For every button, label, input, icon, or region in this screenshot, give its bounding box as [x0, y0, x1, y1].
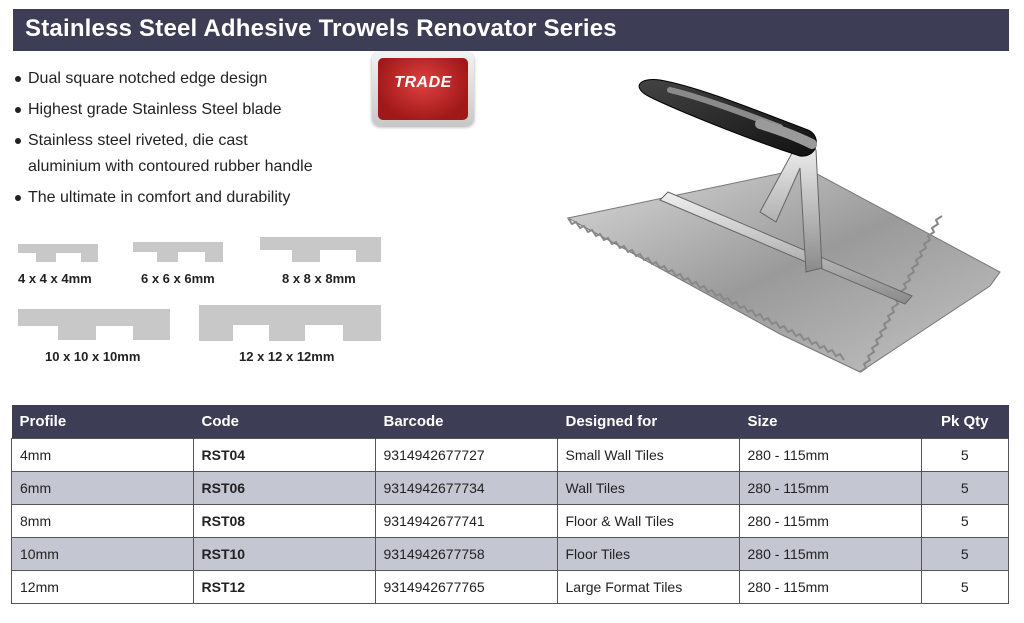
profile-label: 10 x 10 x 10mm [45, 349, 141, 364]
cell-pk-qty: 5 [921, 538, 1009, 571]
column-header-profile: Profile [12, 405, 194, 439]
table-row [12, 439, 1009, 472]
table-row [12, 505, 1009, 538]
cell-code: RST12 [193, 571, 375, 604]
feature-text: Stainless steel riveted, die cast aluminium with contoured rubber handle [28, 132, 313, 175]
cell-profile: 10mm [12, 538, 194, 571]
cell-designed-for: Floor Tiles [557, 538, 739, 571]
product-spec-table [11, 405, 1009, 604]
notch-profile-4mm-shape [18, 244, 98, 262]
table-header-row [12, 405, 1009, 439]
column-header-size: Size [739, 405, 921, 439]
page-title: Stainless Steel Adhesive Trowels Renovator Series [25, 15, 617, 42]
notch-profile-6mm [133, 242, 223, 286]
notch-profile-6mm-shape [133, 242, 223, 262]
feature-item [14, 185, 344, 211]
feature-text: Highest grade Stainless Steel blade [28, 101, 282, 118]
profile-label: 6 x 6 x 6mm [141, 271, 215, 286]
column-header-designed-for: Designed for [557, 405, 739, 439]
trowel-product-image [560, 72, 1020, 382]
trade-badge [372, 52, 474, 126]
cell-designed-for: Small Wall Tiles [557, 439, 739, 472]
cell-barcode: 9314942677758 [375, 538, 557, 571]
cell-size: 280 - 115mm [739, 538, 921, 571]
notch-profile-12mm-shape [199, 305, 381, 341]
cell-code: RST10 [193, 538, 375, 571]
trade-badge-label: TRADE [394, 74, 452, 91]
cell-designed-for: Large Format Tiles [557, 571, 739, 604]
cell-code: RST06 [193, 472, 375, 505]
table-row [12, 538, 1009, 571]
cell-designed-for: Floor & Wall Tiles [557, 505, 739, 538]
cell-pk-qty: 5 [921, 571, 1009, 604]
feature-list [14, 66, 344, 216]
cell-barcode: 9314942677734 [375, 472, 557, 505]
cell-size: 280 - 115mm [739, 472, 921, 505]
notch-profile-10mm-shape [18, 309, 170, 340]
notch-profile-4mm [18, 244, 98, 286]
column-header-pk-qty: Pk Qty [921, 405, 1009, 439]
cell-size: 280 - 115mm [739, 505, 921, 538]
cell-profile: 12mm [12, 571, 194, 604]
cell-code: RST08 [193, 505, 375, 538]
cell-code: RST04 [193, 439, 375, 472]
feature-item [14, 97, 344, 123]
cell-barcode: 9314942677741 [375, 505, 557, 538]
notch-profile-12mm [199, 305, 381, 364]
column-header-barcode: Barcode [375, 405, 557, 439]
cell-profile: 4mm [12, 439, 194, 472]
feature-item [14, 128, 344, 180]
notch-profile-8mm-shape [260, 237, 381, 262]
cell-profile: 6mm [12, 472, 194, 505]
cell-pk-qty: 5 [921, 505, 1009, 538]
cell-size: 280 - 115mm [739, 439, 921, 472]
notch-profile-8mm [260, 237, 381, 286]
title-bar [13, 9, 1009, 51]
cell-profile: 8mm [12, 505, 194, 538]
feature-text: The ultimate in comfort and durability [28, 189, 291, 206]
cell-barcode: 9314942677727 [375, 439, 557, 472]
table-row [12, 472, 1009, 505]
notch-profile-10mm [18, 309, 170, 364]
cell-designed-for: Wall Tiles [557, 472, 739, 505]
column-header-code: Code [193, 405, 375, 439]
cell-barcode: 9314942677765 [375, 571, 557, 604]
profile-label: 12 x 12 x 12mm [239, 349, 335, 364]
profile-label: 8 x 8 x 8mm [282, 271, 356, 286]
cell-size: 280 - 115mm [739, 571, 921, 604]
feature-item [14, 66, 344, 92]
feature-text: Dual square notched edge design [28, 70, 268, 87]
table-row [12, 571, 1009, 604]
cell-pk-qty: 5 [921, 439, 1009, 472]
cell-pk-qty: 5 [921, 472, 1009, 505]
profile-label: 4 x 4 x 4mm [18, 271, 92, 286]
